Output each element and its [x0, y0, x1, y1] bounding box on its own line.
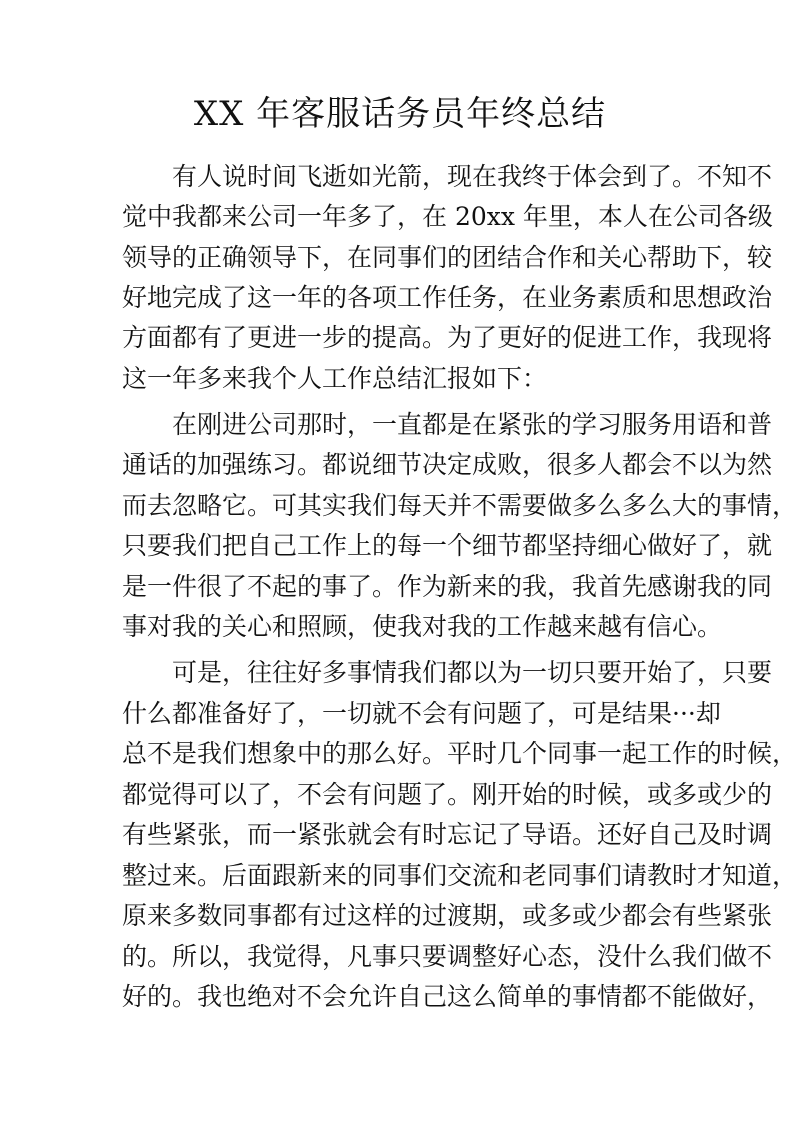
paragraph-2-line-2: 通话的加强练习。都说细节决定成败，很多人都会不以为然: [122, 450, 773, 479]
paragraph-1-line-4: 好地完成了这一年的各项工作任务，在业务素质和思想政治: [122, 283, 773, 312]
document-title: XX 年客服话务员年终总结: [193, 94, 607, 134]
paragraph-3-line-2: 什么都准备好了，一切就不会有问题了，可是结果···却: [122, 699, 721, 728]
paragraph-1-line-5: 方面都有了更进一步的提高。为了更好的促进工作，我现将: [122, 323, 773, 352]
paragraph-3-line-8: 的。所以，我觉得，凡事只要调整好心态，没什么我们做不: [122, 942, 773, 971]
paragraph-3-line-1: 可是，往往好多事情我们都以为一切只要开始了，只要: [172, 658, 773, 687]
paragraph-2-line-6: 事对我的关心和照顾，使我对我的工作越来越有信心。: [122, 612, 723, 641]
paragraph-3-line-6: 整过来。后面跟新来的同事们交流和老同事们请教时才知道，: [122, 861, 798, 890]
paragraph-3-line-9: 好的。我也绝对不会允许自己这么简单的事情都不能做好，: [122, 982, 773, 1011]
paragraph-3-line-3: 总不是我们想象中的那么好。平时几个同事一起工作的时候，: [122, 739, 798, 768]
paragraph-1-line-6: 这一年多来我个人工作总结汇报如下：: [122, 364, 548, 393]
paragraph-1-line-3: 领导的正确领导下，在同事们的团结合作和关心帮助下，较: [122, 243, 773, 272]
paragraph-2-line-4: 只要我们把自己工作上的每一个细节都坚持细心做好了，就: [122, 531, 773, 560]
paragraph-1-line-2: 觉中我都来公司一年多了，在 20xx 年里，本人在公司各级: [122, 202, 773, 231]
paragraph-2-line-5: 是一件很了不起的事了。作为新来的我，我首先感谢我的同: [122, 572, 773, 601]
paragraph-3-line-7: 原来多数同事都有过这样的过渡期，或多或少都会有些紧张: [122, 901, 773, 930]
paragraph-2-line-1: 在刚进公司那时，一直都是在紧张的学习服务用语和普: [172, 410, 773, 439]
paragraph-1-line-1: 有人说时间飞逝如光箭，现在我终于体会到了。不知不: [172, 162, 773, 191]
paragraph-3-line-4: 都觉得可以了，不会有问题了。刚开始的时候，或多或少的: [122, 780, 773, 809]
paragraph-2-line-3: 而去忽略它。可其实我们每天并不需要做多么多么大的事情，: [122, 491, 798, 520]
paragraph-3-line-5: 有些紧张，而一紧张就会有时忘记了导语。还好自己及时调: [122, 820, 773, 849]
